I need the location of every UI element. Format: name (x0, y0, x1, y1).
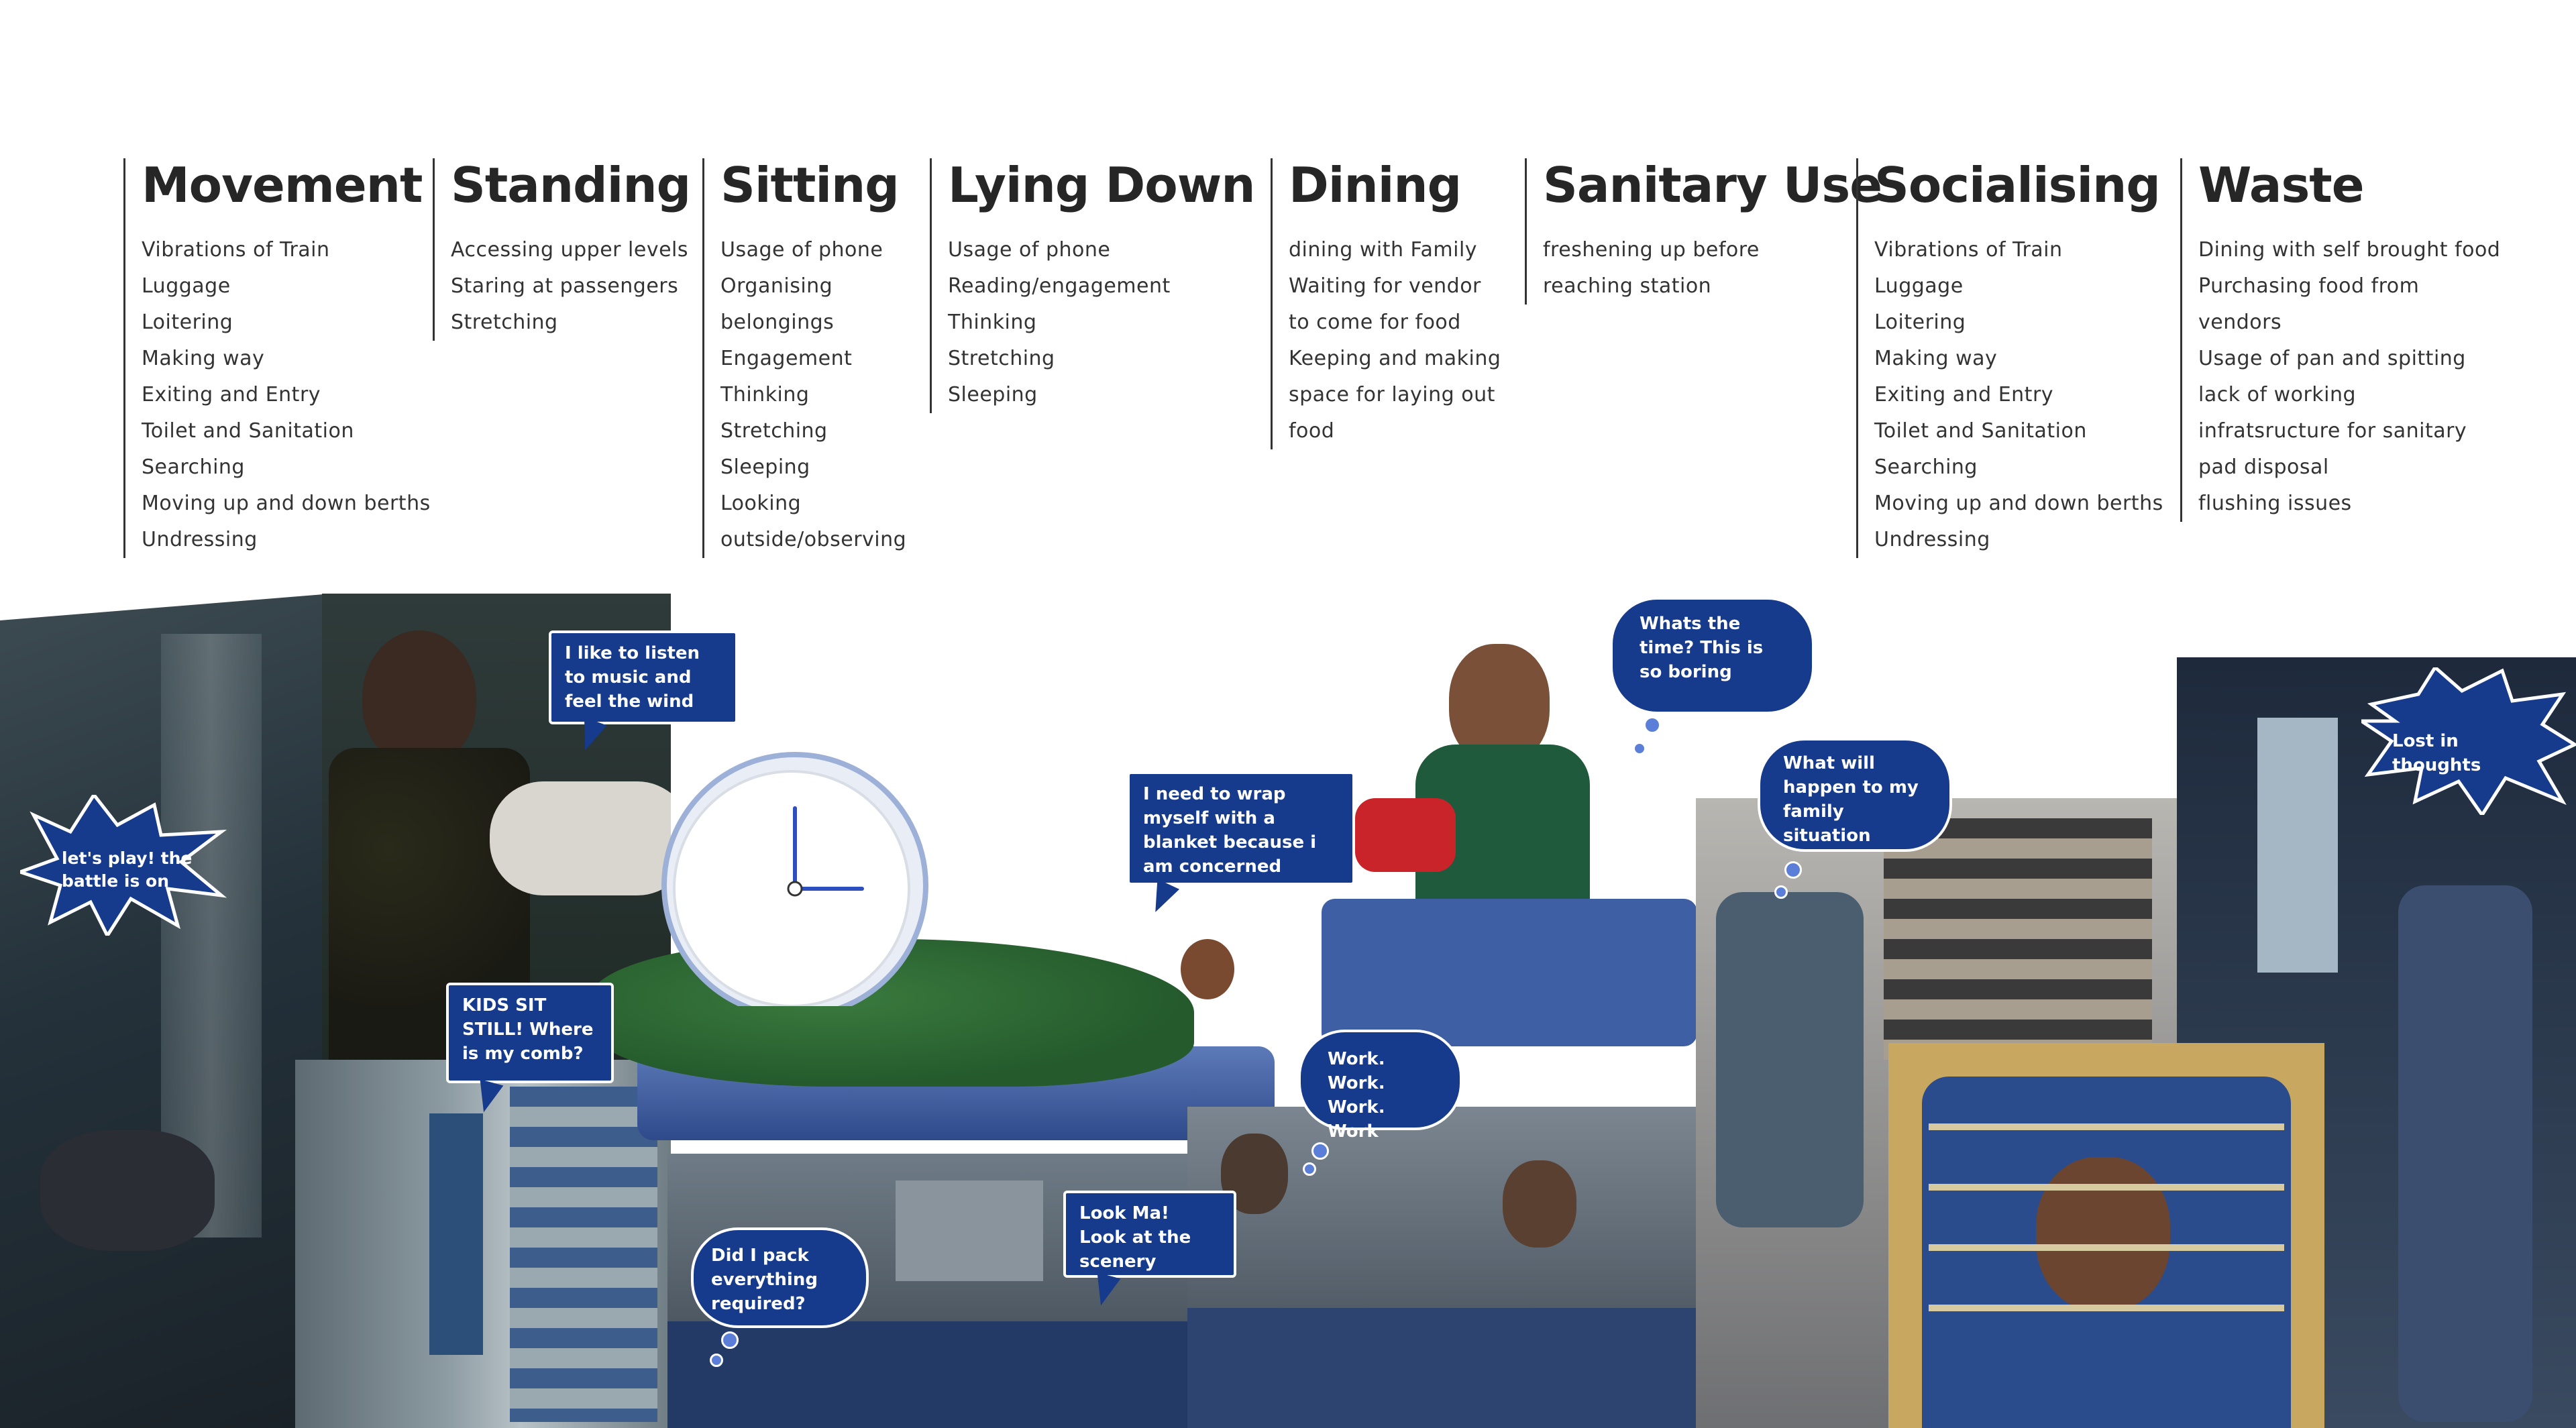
list-item: freshening up before (1543, 238, 1760, 262)
list-item: Sleeping (948, 383, 1038, 406)
list-item: Organising (720, 274, 833, 298)
thought-dot (1774, 885, 1788, 899)
thought-bubble-time (1610, 597, 1815, 714)
bubble-text: let's play! the battle is on (62, 848, 193, 891)
category-title: Socialising (1874, 157, 2160, 213)
list-item: Searching (1874, 455, 1978, 479)
list-item: pad disposal (2198, 455, 2329, 479)
list-item: Toilet and Sanitation (142, 419, 354, 443)
thought-dot (721, 1331, 739, 1349)
list-item: Thinking (948, 311, 1037, 334)
list-item: Moving up and down berths (142, 492, 431, 515)
bubble-text: KIDS SIT STILL! Where is my comb? (462, 995, 594, 1064)
list-item: Staring at passengers (451, 274, 679, 298)
list-item: Undressing (1874, 528, 1990, 551)
list-item: Exiting and Entry (1874, 383, 2054, 406)
list-item: Stretching (948, 347, 1055, 370)
bubble-text: Did I pack everything required? (711, 1246, 818, 1314)
category-title: Movement (142, 157, 423, 213)
thought-dot (1311, 1142, 1329, 1160)
photo-kids-floor (0, 594, 335, 1428)
list-item: Undressing (142, 528, 258, 551)
list-item: Toilet and Sanitation (1874, 419, 2087, 443)
bubble-text: Work. Work. Work. Work (1328, 1049, 1385, 1142)
list-item: Vibrations of Train (1874, 238, 2063, 262)
list-item: space for laying out (1289, 383, 1495, 406)
thought-dot (1644, 716, 1661, 734)
list-item: Accessing upper levels (451, 238, 689, 262)
list-item: Stretching (720, 419, 828, 443)
list-item: Loitering (142, 311, 233, 334)
bubble-text: What will happen to my family situation (1783, 753, 1919, 846)
category-socialising (1856, 158, 2178, 558)
list-item: Thinking (720, 383, 810, 406)
category-title: Lying Down (948, 157, 1255, 213)
thought-bubble-family (1758, 738, 1952, 852)
thought-bubble-pack (691, 1227, 869, 1328)
list-item: belongings (720, 311, 835, 334)
category-lying-down (930, 157, 1255, 413)
category-movement (123, 157, 431, 558)
thought-dot (1784, 861, 1802, 879)
list-item: Exiting and Entry (142, 383, 321, 406)
list-item: Loitering (1874, 311, 1966, 334)
category-title: Dining (1289, 157, 1462, 213)
list-item: Keeping and making (1289, 347, 1501, 370)
category-title: Sitting (720, 157, 899, 213)
category-title: Waste (2198, 157, 2364, 213)
bubble-text: Look Ma! Look at the scenery (1079, 1203, 1191, 1272)
list-item: Vibrations of Train (142, 238, 330, 262)
category-sitting (702, 158, 917, 558)
category-title: Sanitary Use (1543, 157, 1882, 213)
bubble-text: Lost in thoughts (2392, 731, 2481, 775)
list-item: infratsructure for sanitary (2198, 419, 2467, 443)
category-dining (1271, 158, 1525, 449)
bubble-text: Whats the time? This is so boring (1640, 614, 1764, 682)
list-item: outside/observing (720, 528, 907, 551)
list-item: flushing issues (2198, 492, 2352, 515)
list-item: Sleeping (720, 455, 810, 479)
list-item: Purchasing food from (2198, 274, 2420, 298)
category-title: Standing (451, 157, 691, 213)
list-item: Luggage (142, 274, 231, 298)
bubble-text: I like to listen to music and feel the wind (565, 643, 700, 712)
thought-dot (710, 1354, 723, 1367)
wall-clock-icon (661, 751, 936, 1006)
speech-bubble-thoughts (2361, 667, 2576, 815)
photo-lower-passengers (1187, 1107, 1697, 1428)
list-item: Usage of pan and spitting (2198, 347, 2466, 370)
list-item: dining with Family (1289, 238, 1478, 262)
thought-dot (1633, 742, 1646, 755)
list-item: Making way (142, 347, 265, 370)
list-item: Waiting for vendor (1289, 274, 1481, 298)
category-waste (2180, 158, 2556, 522)
list-item: Luggage (1874, 274, 1964, 298)
bubble-text: I need to wrap myself with a blanket because i am concerned about my safety (1143, 784, 1317, 901)
speech-bubble-battle (20, 795, 228, 936)
category-sanitary-use (1525, 157, 1882, 305)
list-item: Making way (1874, 347, 1998, 370)
list-item: vendors (2198, 311, 2282, 334)
list-item: lack of working (2198, 383, 2357, 406)
category-standing (433, 158, 701, 341)
list-item: Dining with self brought food (2198, 238, 2501, 262)
list-item: Moving up and down berths (1874, 492, 2163, 515)
list-item: Engagement (720, 347, 853, 370)
list-item: reaching station (1543, 274, 1712, 298)
speech-bubble-kids (446, 983, 614, 1083)
list-item: food (1289, 419, 1335, 443)
speech-bubble-blanket (1127, 771, 1355, 901)
list-item: Usage of phone (948, 238, 1111, 262)
speech-bubble-scenery (1063, 1191, 1236, 1278)
speech-bubble-music (549, 630, 738, 724)
list-item: Looking (720, 492, 802, 515)
photo-child-bars (1888, 1043, 2324, 1428)
list-item: Reading/engagement (948, 274, 1171, 298)
list-item: Stretching (451, 311, 558, 334)
thought-bubble-work (1298, 1030, 1462, 1142)
thought-dot (1303, 1162, 1316, 1176)
list-item: Usage of phone (720, 238, 883, 262)
list-item: Searching (142, 455, 245, 479)
list-item: to come for food (1289, 311, 1461, 334)
